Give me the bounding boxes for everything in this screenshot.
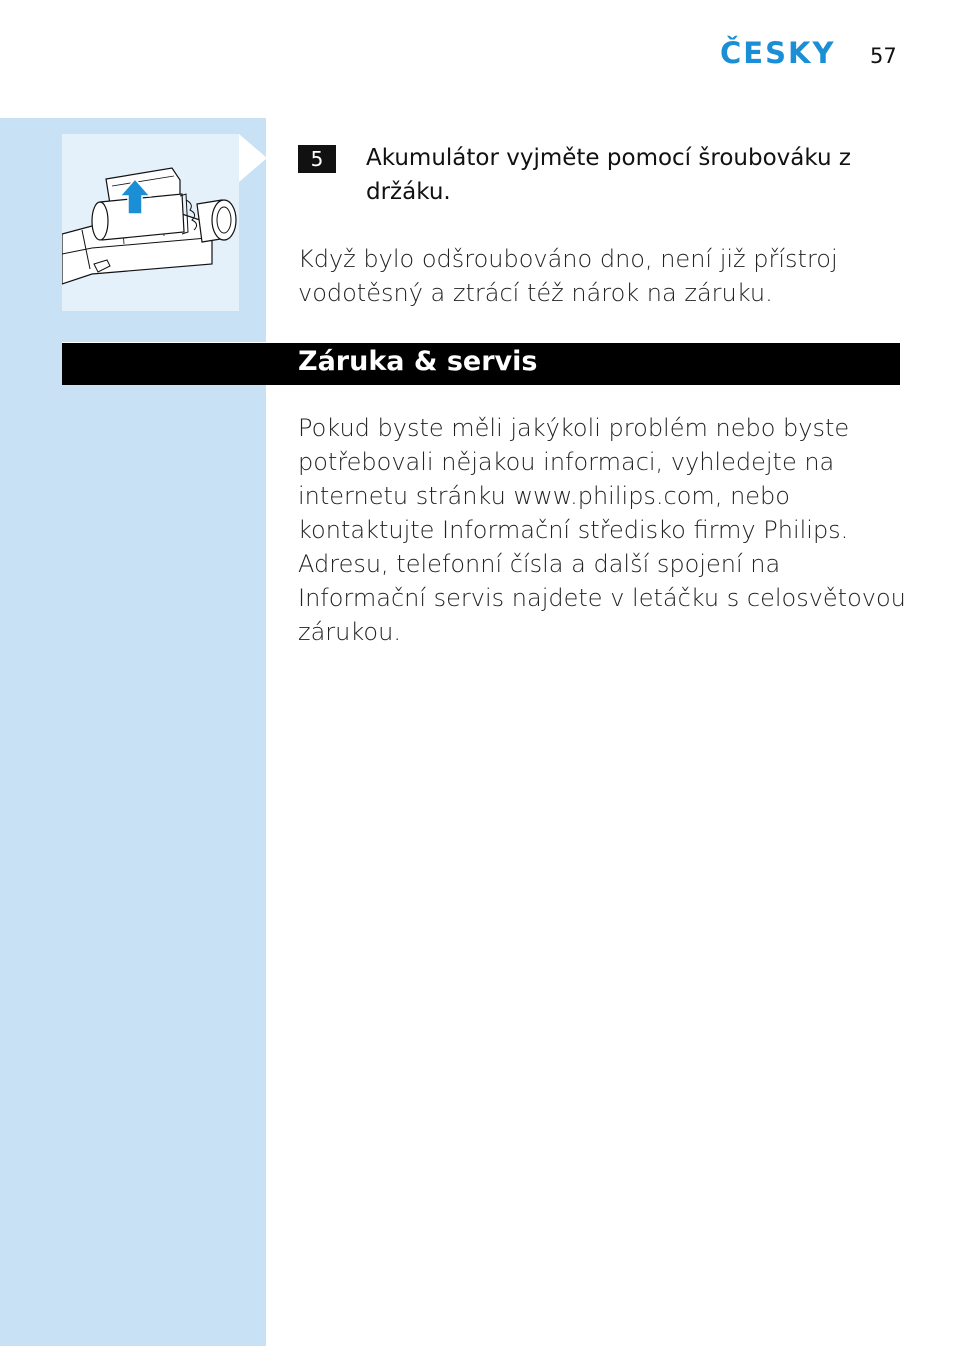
page-number: 57 bbox=[870, 44, 897, 68]
figure-pointer bbox=[239, 134, 267, 182]
language-title: ČESKY bbox=[720, 36, 836, 70]
section-header-bar bbox=[62, 342, 900, 385]
section-title: Záruka & servis bbox=[298, 346, 538, 377]
step-number-badge: 5 bbox=[298, 145, 336, 173]
warranty-service-paragraph: Pokud byste měli jakýkoli problém nebo byste potřebovali nějakou informaci, vyhledejte na internetu stránku www.philips.com, nebo kontaktujte Informační středisko firmy Philips. Adresu, telefonní čísla a další spojení na Informační servis najdete v letáčku s celosvětovou zárukou. bbox=[298, 414, 906, 646]
step-instruction: Akumulátor vyjměte pomocí šroubováku z držáku. bbox=[366, 145, 851, 205]
battery-removal-illustration bbox=[62, 134, 239, 311]
warning-paragraph: Když bylo odšroubováno dno, není již přístroj vodotěsný a ztrácí též nárok na záruku. bbox=[298, 245, 838, 307]
